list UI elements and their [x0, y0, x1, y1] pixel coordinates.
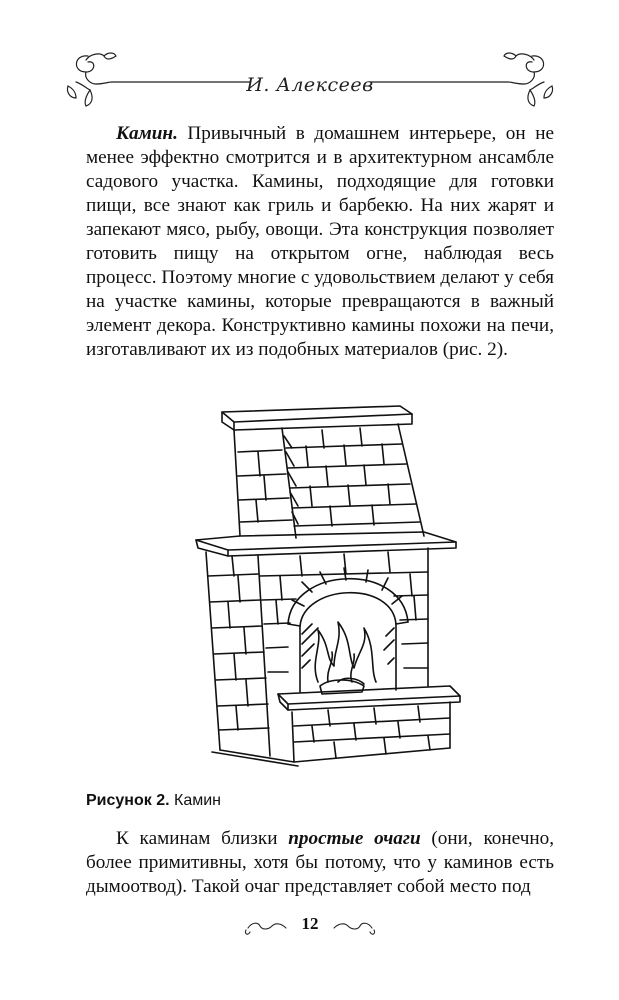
paragraph2-after: (они, конечно, более примитивны, хотя бы потому, что у каминов есть дымоотвод). Такой очаг представляет собой место под — [86, 828, 555, 897]
fireplace-illustration — [188, 396, 468, 788]
paragraph-kamin — [86, 122, 554, 362]
term-kamin: Камин. — [116, 123, 178, 144]
author-name: И. Алексеев — [246, 74, 374, 96]
running-header — [60, 38, 560, 118]
page-number: 12 — [301, 914, 319, 933]
paragraph-text: Привычный в домашнем интерьере, он не менее эффектно смотрится и в архитектурном ансамбле садового участка. Камины, подходящие для готовки пищи, все знают как гриль и барбекю. На них жарят и запекают мясо, рыбу, овощи. Эта конструкция позволяет готовить пищу на открытом огне, наблюдая весь процесс. Поэтому многие с удовольствием делают у себя на участке камины, которые превращаются в важный элемент декора. Конструктивно камины похожи на печи, изготавливают их из подобных материалов (рис. 2). — [86, 123, 554, 360]
caption-text: Камин — [174, 792, 221, 809]
paragraph-ochagi — [86, 827, 554, 899]
term-ochagi: простые очаги — [288, 828, 421, 849]
fireplace-drawing — [188, 396, 468, 788]
paragraph2-before: К каминам близки — [116, 828, 289, 849]
caption-label: Рисунок 2. — [86, 792, 170, 809]
figure-caption — [86, 792, 221, 810]
page-footer — [240, 910, 380, 950]
